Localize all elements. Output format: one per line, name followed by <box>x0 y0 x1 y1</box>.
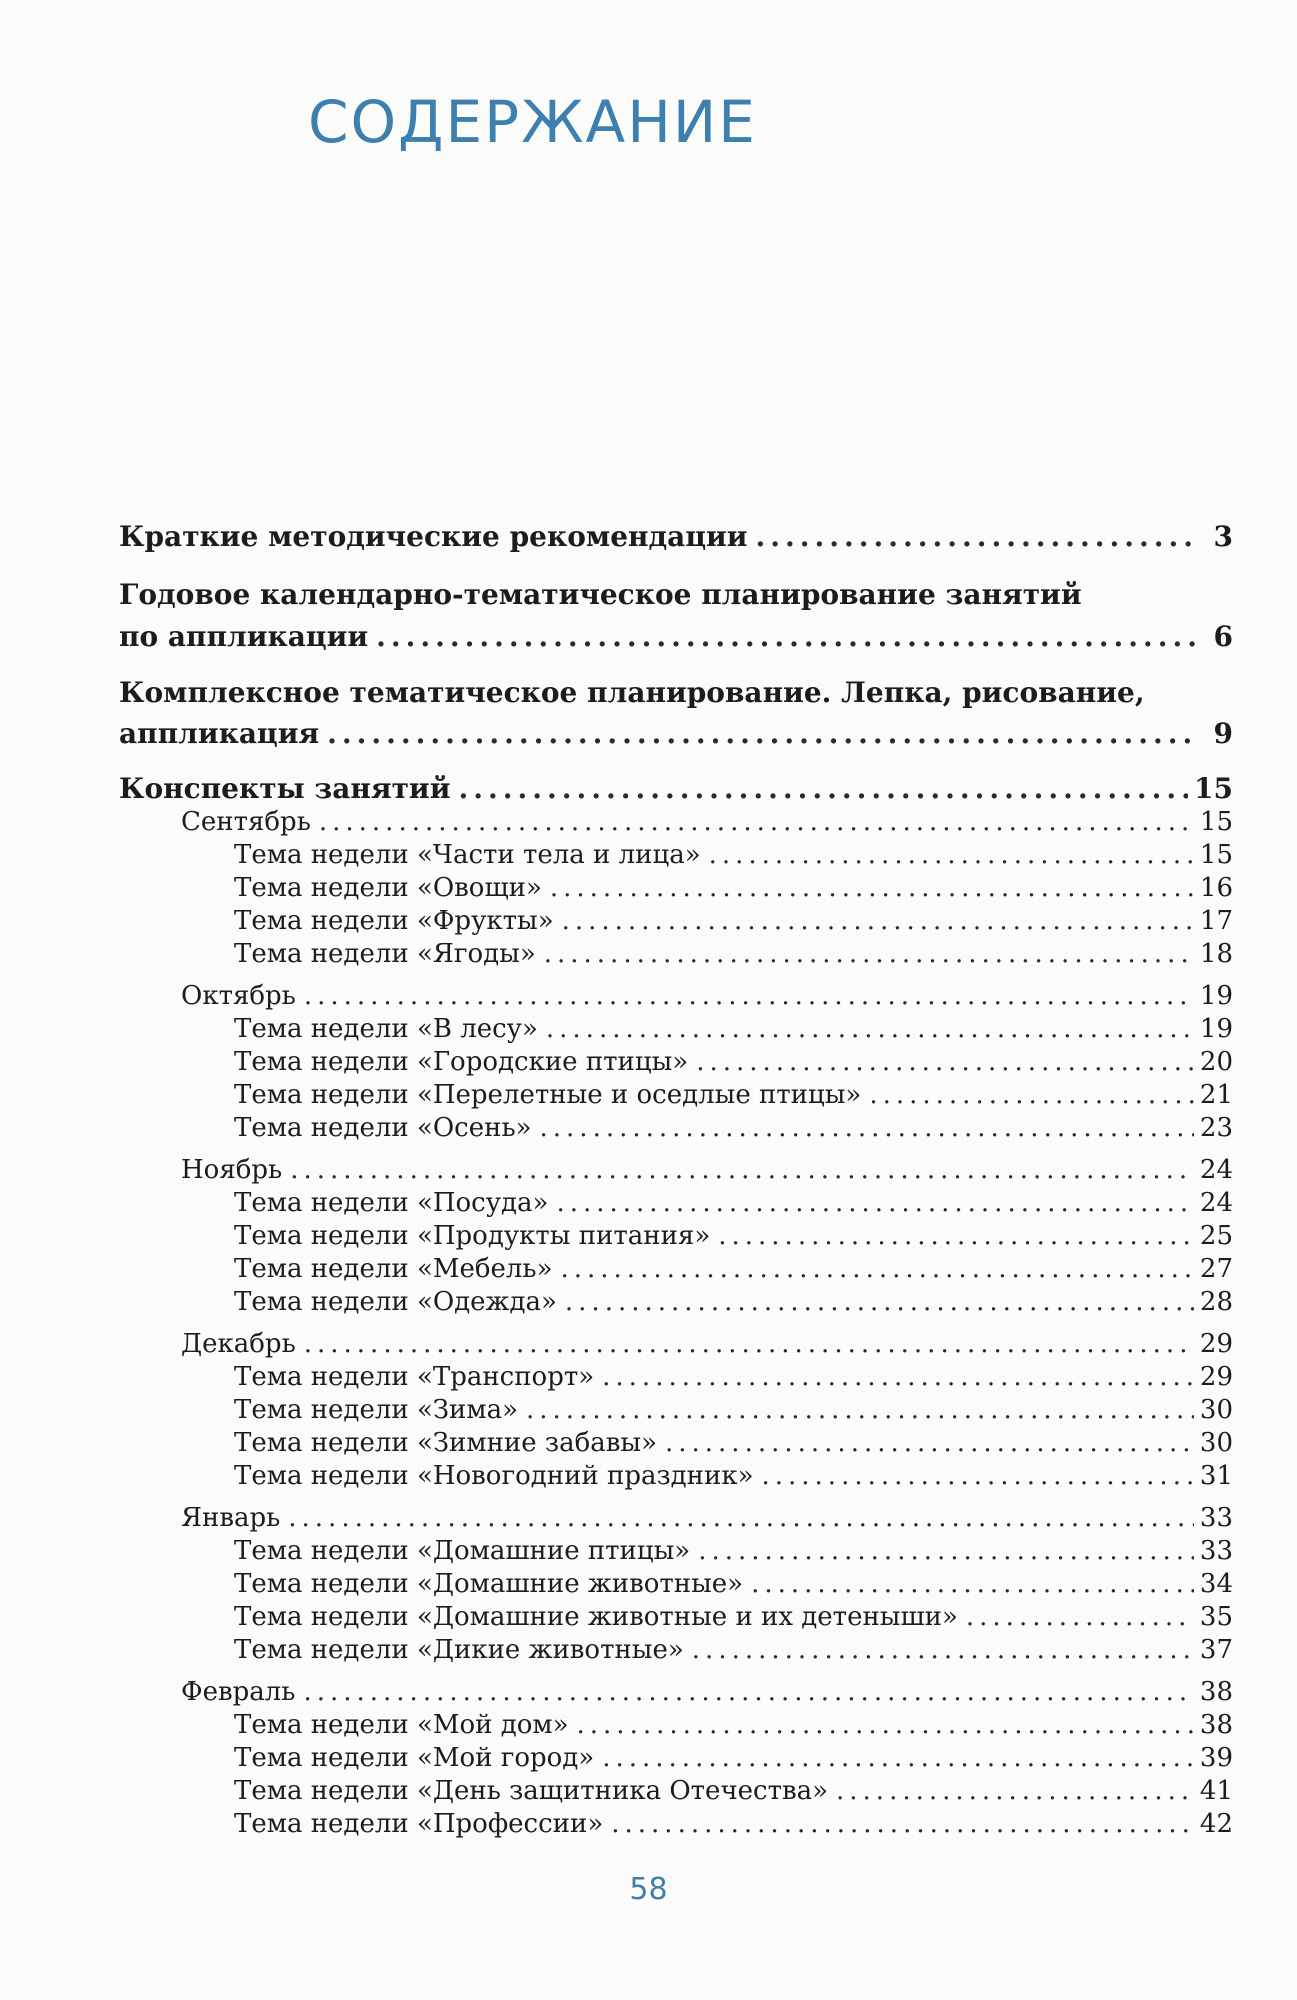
toc-month[interactable] <box>181 807 1233 837</box>
leader-dots <box>836 1776 1194 1806</box>
page-title: СОДЕРЖАНИЕ <box>308 88 757 156</box>
toc-topic[interactable] <box>234 1047 1233 1077</box>
leader-dots <box>544 939 1194 969</box>
toc-page: 15 <box>1199 840 1233 870</box>
toc-page: 30 <box>1199 1395 1233 1425</box>
toc-topic[interactable] <box>234 840 1233 870</box>
leader-dots <box>698 1536 1194 1566</box>
leader-dots <box>288 1503 1194 1533</box>
toc-label: Тема недели «Мой город» <box>234 1743 595 1773</box>
toc-topic[interactable] <box>234 1743 1233 1773</box>
toc-page: 9 <box>1213 717 1233 750</box>
toc-section-line1: Годовое календарно-тематическое планирование занятий <box>119 578 1082 611</box>
toc-month[interactable] <box>181 1329 1233 1359</box>
toc-topic[interactable] <box>234 1569 1233 1599</box>
toc-page: 24 <box>1199 1155 1233 1185</box>
toc-page: 18 <box>1199 939 1233 969</box>
leader-dots <box>546 1014 1194 1044</box>
toc-label: по аппликации <box>119 620 369 653</box>
leader-dots <box>303 1677 1193 1707</box>
toc-label: Тема недели «Домашние животные» <box>234 1569 744 1599</box>
toc-label: Тема недели «В лесу» <box>234 1014 538 1044</box>
toc-page: 19 <box>1199 981 1233 1011</box>
toc-page: 34 <box>1199 1569 1233 1599</box>
toc-label: Октябрь <box>181 981 296 1011</box>
toc-label: Тема недели «Зима» <box>234 1395 519 1425</box>
leader-dots <box>577 1710 1194 1740</box>
toc-label: Январь <box>181 1503 281 1533</box>
leader-dots <box>709 840 1194 870</box>
toc-topic[interactable] <box>234 1428 1233 1458</box>
toc-topic[interactable] <box>234 1362 1233 1392</box>
toc-page: 16 <box>1199 873 1233 903</box>
toc-label: Сентябрь <box>181 807 311 837</box>
leader-dots <box>966 1602 1194 1632</box>
toc-label: Тема недели «Зимние забавы» <box>234 1428 657 1458</box>
toc-label: Тема недели «Домашние животные и их детеныши» <box>234 1602 958 1632</box>
leader-dots <box>562 906 1194 936</box>
toc-label: Тема недели «Транспорт» <box>234 1362 595 1392</box>
toc-label: Февраль <box>181 1677 296 1707</box>
toc-page: 31 <box>1199 1461 1233 1491</box>
toc-topic[interactable] <box>234 1602 1233 1632</box>
leader-dots <box>458 772 1188 805</box>
toc-label: Тема недели «Городские птицы» <box>234 1047 689 1077</box>
toc-page: 6 <box>1213 620 1233 653</box>
toc-topic[interactable] <box>234 1254 1233 1284</box>
leader-dots <box>526 1395 1194 1425</box>
toc-page: 29 <box>1199 1362 1233 1392</box>
toc-page: 30 <box>1199 1428 1233 1458</box>
leader-dots <box>692 1635 1194 1665</box>
toc-topic[interactable] <box>234 1287 1233 1317</box>
toc-topic[interactable] <box>234 1014 1233 1044</box>
toc-section[interactable] <box>119 620 1233 653</box>
toc-page: 37 <box>1199 1635 1233 1665</box>
leader-dots <box>319 807 1194 837</box>
leader-dots <box>550 873 1194 903</box>
toc-page: 17 <box>1199 906 1233 936</box>
leader-dots <box>751 1569 1194 1599</box>
leader-dots <box>327 717 1199 750</box>
leader-dots <box>718 1221 1194 1251</box>
toc-page: 38 <box>1199 1710 1233 1740</box>
toc-page: 24 <box>1199 1188 1233 1218</box>
leader-dots <box>290 1155 1194 1185</box>
toc-month[interactable] <box>181 1677 1233 1707</box>
toc-section[interactable] <box>119 717 1233 750</box>
toc-month[interactable] <box>181 1503 1233 1533</box>
toc-label: Тема недели «Осень» <box>234 1113 532 1143</box>
toc-page: 35 <box>1199 1602 1233 1632</box>
toc-topic[interactable] <box>234 1776 1233 1806</box>
toc-label: Тема недели «Домашние птицы» <box>234 1536 691 1566</box>
leader-dots <box>556 1188 1193 1218</box>
leader-dots <box>565 1287 1194 1317</box>
toc-label: Конспекты занятий <box>119 772 451 805</box>
toc-page: 42 <box>1199 1809 1233 1839</box>
leader-dots <box>602 1743 1194 1773</box>
toc-topic[interactable] <box>234 906 1233 936</box>
toc-label: Тема недели «Посуда» <box>234 1188 549 1218</box>
toc-topic[interactable] <box>234 1710 1233 1740</box>
toc-topic[interactable] <box>234 1395 1233 1425</box>
toc-label: Тема недели «Дикие животные» <box>234 1635 684 1665</box>
toc-page: 29 <box>1199 1329 1233 1359</box>
toc-topic[interactable] <box>234 1080 1233 1110</box>
toc-label: Тема недели «Мой дом» <box>234 1710 569 1740</box>
toc-page: 25 <box>1199 1221 1233 1251</box>
toc-label: Ноябрь <box>181 1155 283 1185</box>
toc-page: 27 <box>1199 1254 1233 1284</box>
leader-dots <box>611 1809 1194 1839</box>
toc-topic[interactable] <box>234 1113 1233 1143</box>
toc-page: 15 <box>1194 772 1233 805</box>
toc-page: 39 <box>1199 1743 1233 1773</box>
toc-label: Тема недели «Перелетные и оседлые птицы» <box>234 1080 862 1110</box>
leader-dots <box>304 1329 1194 1359</box>
toc-page: 41 <box>1199 1776 1233 1806</box>
toc-label: Тема недели «Фрукты» <box>234 906 554 936</box>
toc-section[interactable] <box>119 772 1233 805</box>
leader-dots <box>756 520 1199 553</box>
leader-dots <box>304 981 1194 1011</box>
toc-page: 28 <box>1199 1287 1233 1317</box>
toc-page: 19 <box>1199 1014 1233 1044</box>
toc-label: Тема недели «Одежда» <box>234 1287 557 1317</box>
toc-label: Тема недели «Ягоды» <box>234 939 536 969</box>
toc-page: 38 <box>1199 1677 1233 1707</box>
toc-label: аппликация <box>119 717 320 750</box>
leader-dots <box>540 1113 1194 1143</box>
toc-topic[interactable] <box>234 939 1233 969</box>
leader-dots <box>602 1362 1194 1392</box>
toc-label: Краткие методические рекомендации <box>119 520 748 553</box>
toc-topic[interactable] <box>234 1221 1233 1251</box>
toc-topic[interactable] <box>234 1461 1233 1491</box>
toc-page: 15 <box>1199 807 1233 837</box>
toc-page: 33 <box>1199 1536 1233 1566</box>
toc-topic[interactable] <box>234 1809 1233 1839</box>
page-number: 58 <box>629 1872 668 1907</box>
toc-section-line1: Комплексное тематическое планирование. Лепка, рисование, <box>119 676 1145 709</box>
toc-month[interactable] <box>181 1155 1233 1185</box>
leader-dots <box>696 1047 1194 1077</box>
toc-label: Тема недели «Продукты питания» <box>234 1221 711 1251</box>
toc-section[interactable] <box>119 520 1233 553</box>
toc-month[interactable] <box>181 981 1233 1011</box>
toc-label: Тема недели «День защитника Отечества» <box>234 1776 829 1806</box>
toc-topic[interactable] <box>234 1635 1233 1665</box>
toc-page: 3 <box>1213 520 1233 553</box>
leader-dots <box>869 1080 1194 1110</box>
toc-label: Тема недели «Профессии» <box>234 1809 604 1839</box>
toc-page: 23 <box>1199 1113 1233 1143</box>
toc-label: Тема недели «Овощи» <box>234 873 542 903</box>
leader-dots <box>560 1254 1193 1284</box>
toc-topic[interactable] <box>234 873 1233 903</box>
toc-topic[interactable] <box>234 1188 1233 1218</box>
toc-label: Тема недели «Части тела и лица» <box>234 840 701 870</box>
leader-dots <box>376 620 1199 653</box>
toc-label: Тема недели «Новогодний праздник» <box>234 1461 754 1491</box>
toc-page: 20 <box>1199 1047 1233 1077</box>
toc-label: Декабрь <box>181 1329 296 1359</box>
toc-page: 33 <box>1199 1503 1233 1533</box>
toc-topic[interactable] <box>234 1536 1233 1566</box>
leader-dots <box>761 1461 1193 1491</box>
toc-label: Тема недели «Мебель» <box>234 1254 553 1284</box>
leader-dots <box>665 1428 1194 1458</box>
toc-page: 21 <box>1199 1080 1233 1110</box>
